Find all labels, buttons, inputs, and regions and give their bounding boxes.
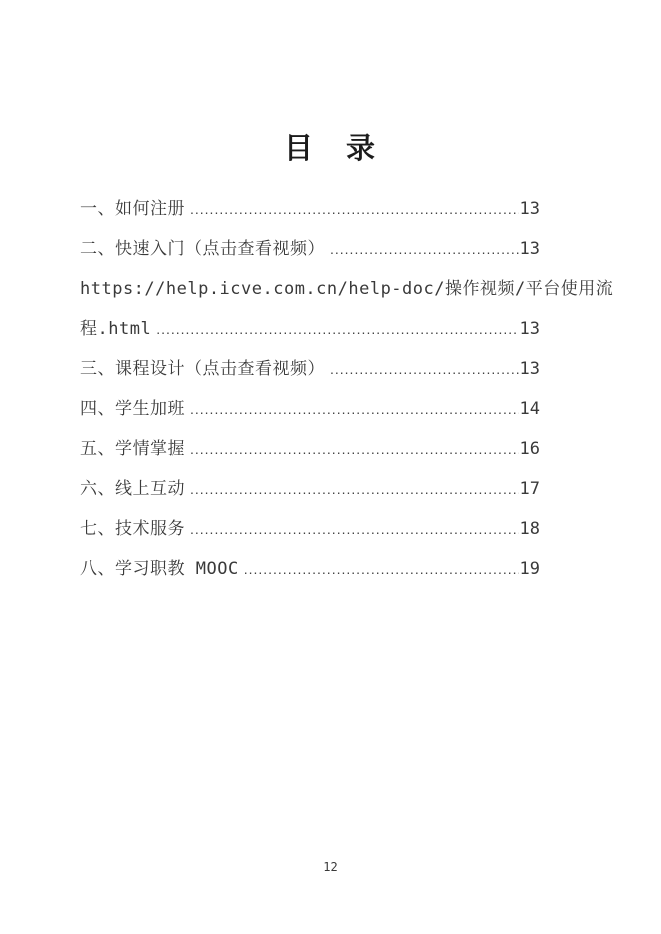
toc-entry-page: 18	[519, 519, 540, 539]
toc-list	[80, 198, 614, 581]
toc-entry-label: 三、课程设计（点击查看视频）	[80, 359, 325, 379]
toc-entry-label: 程.html	[80, 319, 152, 339]
toc-leader-dots	[190, 398, 519, 421]
toc-entry-page: 19	[519, 559, 540, 579]
toc-leader-dots	[190, 518, 519, 541]
toc-entry-label: 一、如何注册	[80, 199, 185, 219]
toc-entry[interactable]	[80, 198, 540, 221]
toc-entry[interactable]	[80, 478, 540, 501]
toc-entry-label: 七、技术服务	[80, 519, 185, 539]
toc-entry[interactable]	[80, 398, 540, 421]
page-number: 12	[323, 860, 338, 874]
toc-entry-label: 二、快速入门（点击查看视频）	[80, 239, 325, 259]
toc-entry[interactable]	[80, 358, 540, 381]
toc-entry-page: 13	[519, 359, 540, 379]
toc-entry-label: 四、学生加班	[80, 399, 185, 419]
toc-leader-dots	[330, 238, 519, 261]
toc-entry-label: 八、学习职教 MOOC	[80, 559, 239, 579]
toc-entry[interactable]	[80, 238, 540, 261]
toc-entry-page: 13	[519, 319, 540, 339]
toc-entry-page: 13	[519, 199, 540, 219]
toc-entry[interactable]	[80, 438, 540, 461]
toc-entry[interactable]	[80, 278, 614, 301]
toc-entry[interactable]	[80, 318, 540, 341]
toc-entry-label: 六、线上互动	[80, 479, 185, 499]
toc-entry[interactable]	[80, 558, 540, 581]
page-title: 目 录	[283, 133, 377, 165]
toc-entry-page: 13	[519, 239, 540, 259]
toc-leader-dots	[190, 478, 519, 501]
toc-leader-dots	[330, 358, 519, 381]
toc-entry-page: 14	[519, 399, 540, 419]
toc-entry-label: https://help.icve.com.cn/help-doc/操作视频/平台使用流	[80, 279, 614, 299]
toc-entry[interactable]	[80, 518, 540, 541]
toc-leader-dots	[156, 318, 518, 341]
toc-leader-dots	[244, 558, 519, 581]
toc-entry-label: 五、学情掌握	[80, 439, 185, 459]
toc-leader-dots	[190, 438, 519, 461]
toc-entry-page: 16	[519, 439, 540, 459]
toc-entry-page: 17	[519, 479, 540, 499]
toc-leader-dots	[190, 198, 519, 221]
